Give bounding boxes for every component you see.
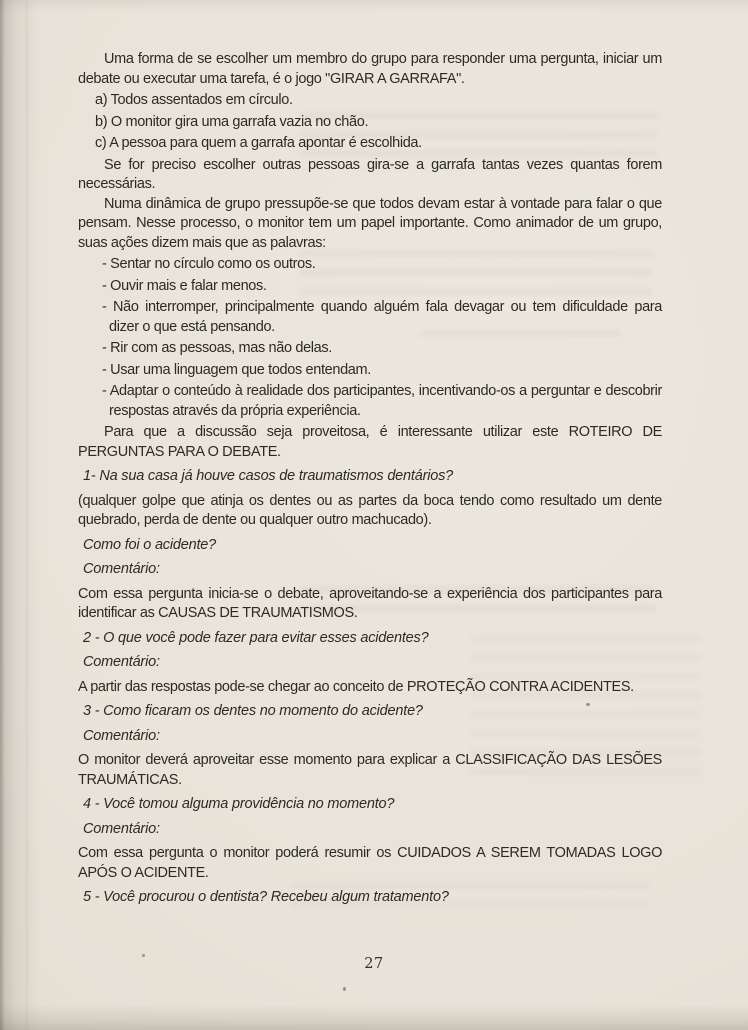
question-line: Como foi o acidente? [83, 536, 217, 553]
paragraph: Uma forma de se escolher um membro do grupo para responder uma pergunta, iniciar um debate ou executar uma tarefa, é o jogo "GIRAR A GARRAFA". [78, 51, 662, 87]
question-line: 5 - Você procurou o dentista? Recebeu algum tratamento? [83, 889, 449, 905]
question-line: 3 - Como ficaram os dentes no momento do acidente? [83, 703, 423, 719]
list-item-letter: a) Todos assentados em círculo. [95, 92, 293, 108]
question-line: 2 - O que você pode fazer para evitar esses acidentes? [83, 629, 429, 646]
paragraph: Numa dinâmica de grupo pressupõe-se que todos devam estar à vontade para falar o que pensam. Nesse processo, o monitor tem um papel importante. Como animador de um grupo, suas ações dizem mais que as palavras: [78, 195, 662, 251]
list-item-dash: - Usar uma linguagem que todos entendam. [102, 361, 371, 378]
list-item-dash: - Não interromper, principalmente quando alguém fala devagar ou tem dificuldade para dizer o que está pensando. [102, 299, 662, 335]
comment-label: Comentário: [83, 820, 160, 837]
list-item-dash: - Ouvir mais e falar menos. [102, 277, 267, 294]
paragraph: A partir das respostas pode-se chegar ao conceito de PROTEÇÃO CONTRA ACIDENTES. [78, 678, 634, 695]
paragraph: Com essa pergunta o monitor poderá resumir os CUIDADOS A SEREM TOMADAS LOGO APÓS O ACIDENTE. [78, 845, 662, 881]
list-item-dash: - Sentar no círculo como os outros. [102, 256, 316, 272]
question-line: 1- Na sua casa já houve casos de traumatismos dentários? [83, 468, 454, 484]
paper-crease [26, 0, 29, 1030]
comment-label: Comentário: [83, 561, 160, 577]
paragraph: Se for preciso escolher outras pessoas gira-se a garrafa tantas vezes quantas forem necessárias. [78, 156, 662, 192]
comment-label: Comentário: [83, 654, 160, 670]
question-line: 4 - Você tomou alguma providência no momento? [83, 796, 395, 812]
list-item-dash: - Adaptar o conteúdo à realidade dos participantes, incentivando-os a perguntar e descobrir respostas através da própria experiência. [102, 383, 662, 419]
paragraph: (qualquer golpe que atinja os dentes ou as partes da boca tendo como resultado um dente quebrado, perda de dente ou qualquer outro machucado). [78, 492, 662, 528]
paragraph: Com essa pergunta inicia-se o debate, aproveitando-se a experiência dos participantes para identificar as CAUSAS DE TRAUMATISMOS. [78, 585, 662, 621]
text-column [78, 50, 662, 913]
scan-speck [343, 987, 346, 991]
paragraph: O monitor deverá aproveitar esse momento para explicar a CLASSIFICAÇÃO DAS LESÕES TRAUMÁTICAS. [78, 752, 662, 788]
list-item-letter: c) A pessoa para quem a garrafa apontar é escolhida. [95, 135, 422, 151]
list-item-dash: - Rir com as pessoas, mas não delas. [102, 340, 332, 356]
paragraph: Para que a discussão seja proveitosa, é interessante utilizar este ROTEIRO DE PERGUNTAS PARA O DEBATE. [78, 424, 662, 460]
list-item-letter: b) O monitor gira uma garrafa vazia no chão. [95, 113, 369, 130]
comment-label: Comentário: [83, 727, 160, 744]
page-number: 27 [364, 956, 384, 972]
